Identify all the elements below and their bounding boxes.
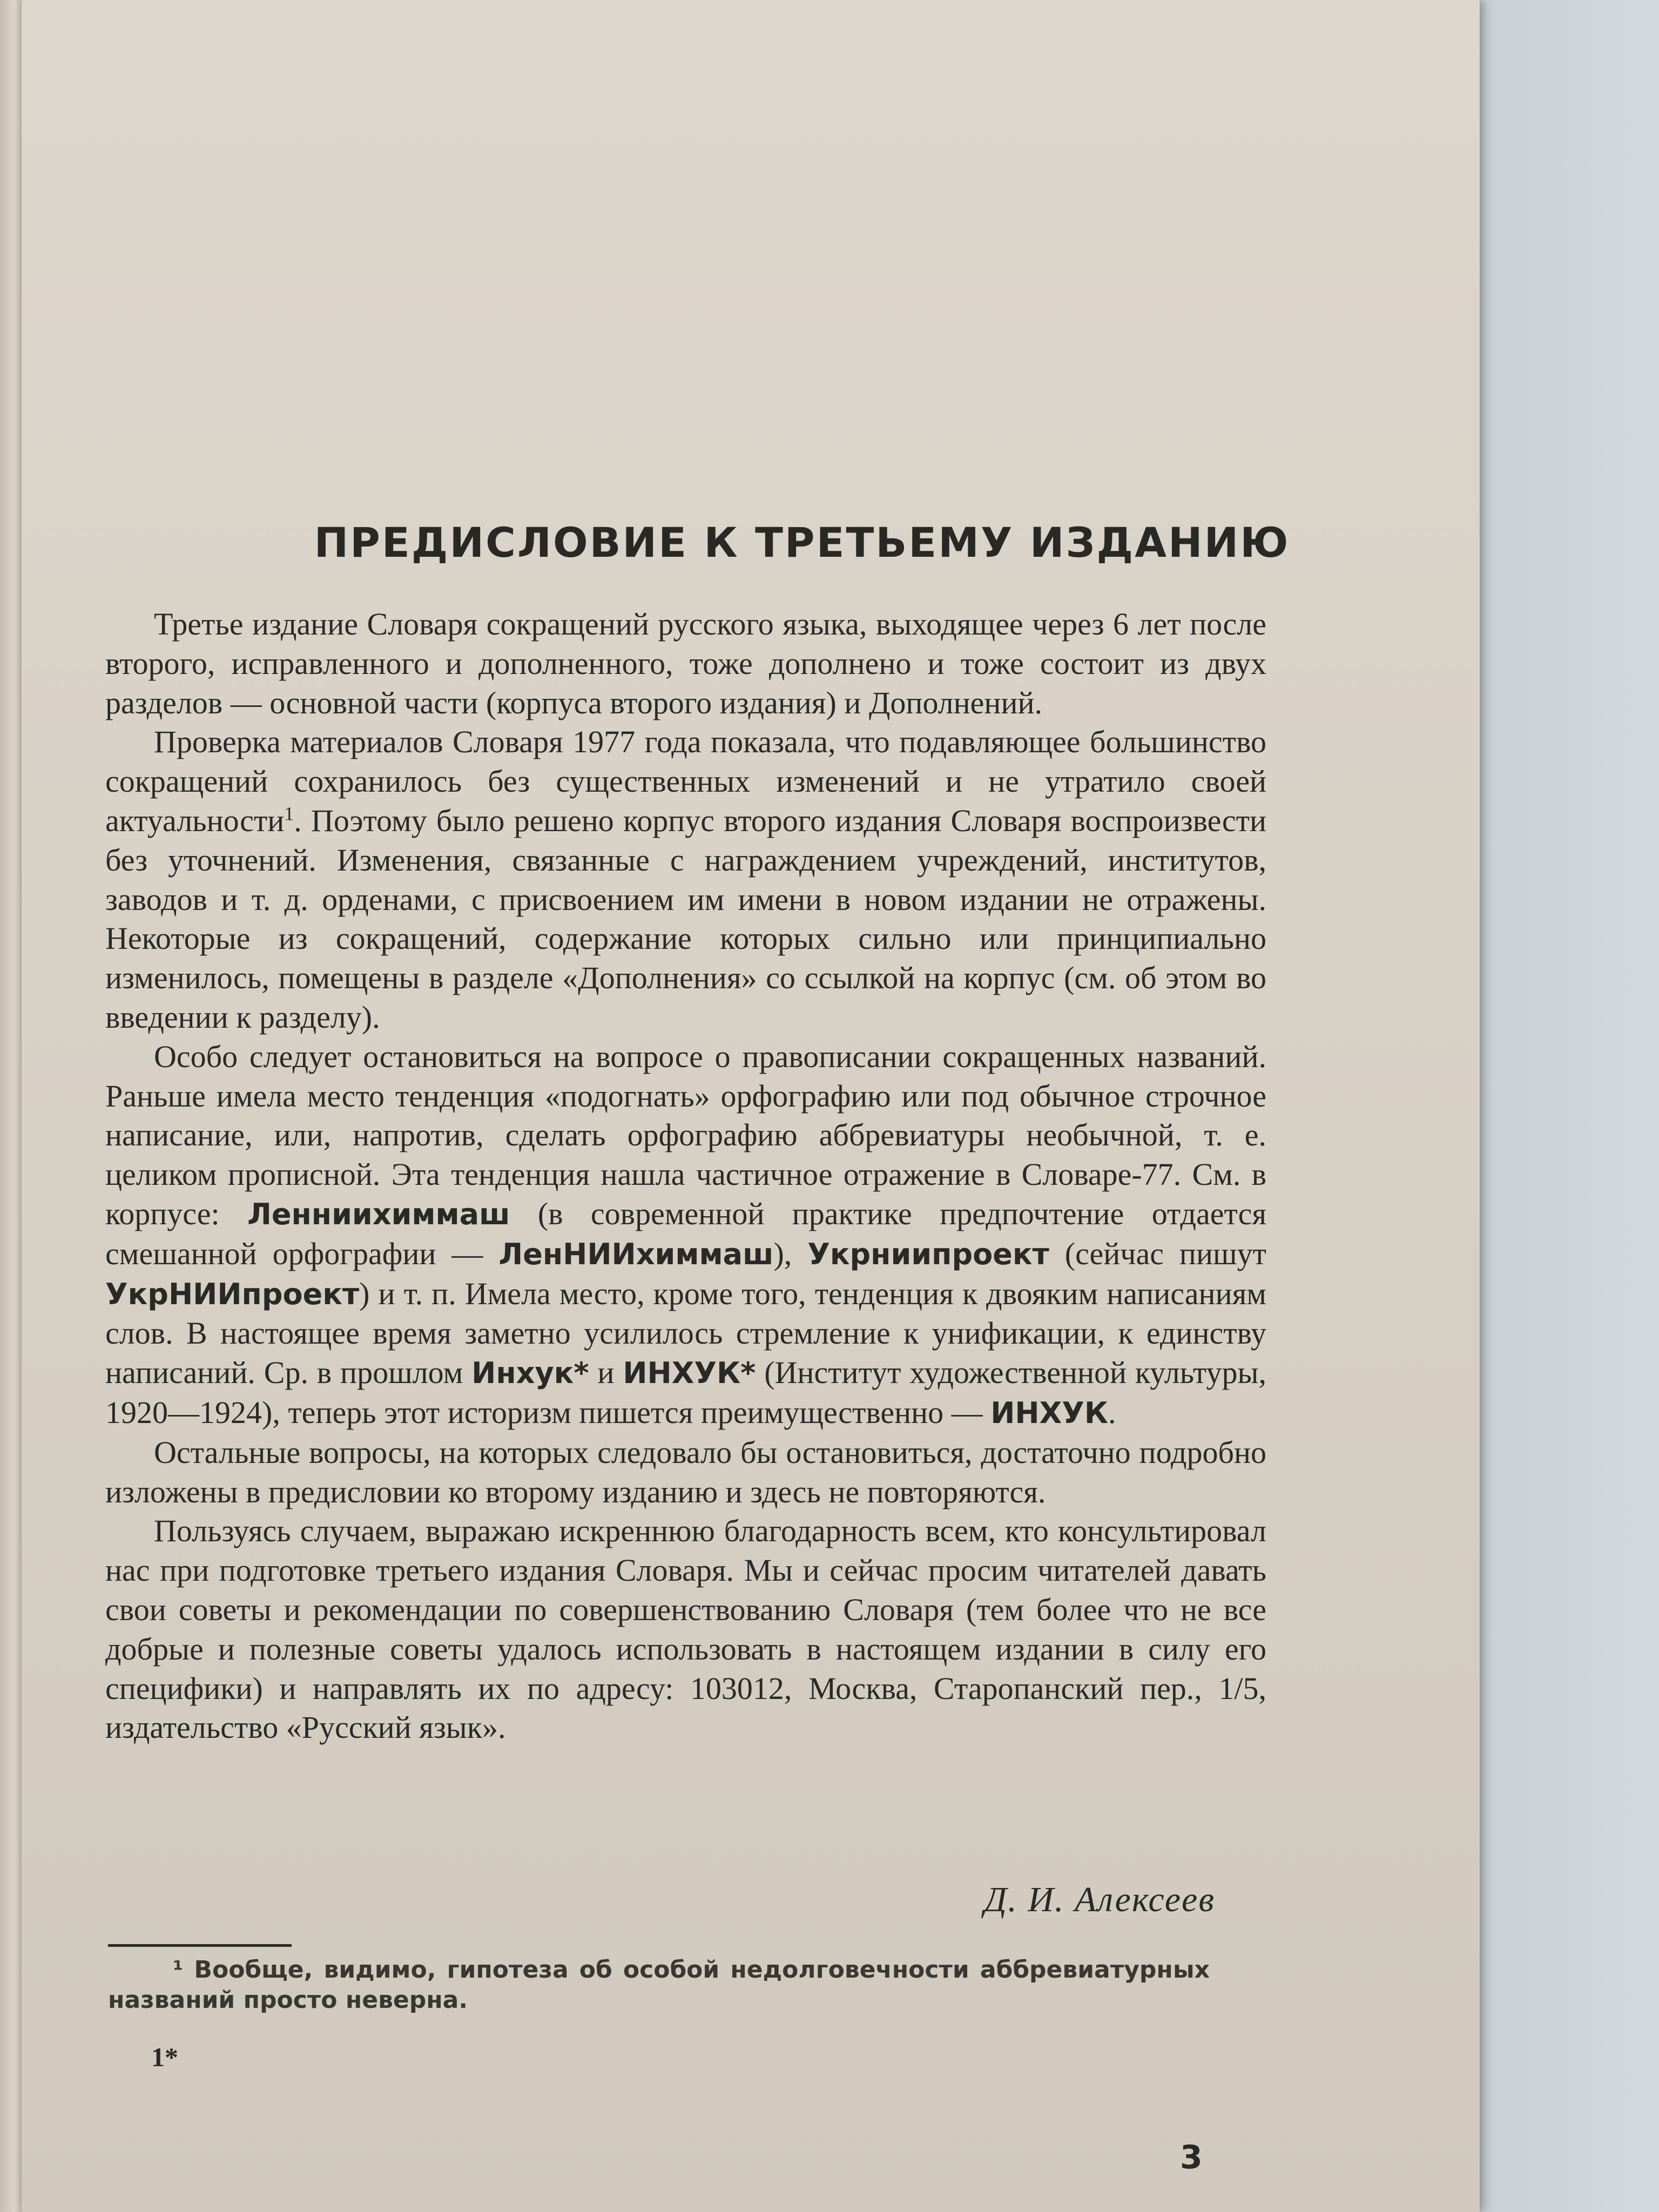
- printer-signature-mark: 1*: [151, 2042, 178, 2072]
- paragraph-2-text-a: Проверка материалов Словаря 1977 года показала, что подавляющее большинство сокращений сохранилось без существенных изменений и не утратило своей актуальности: [105, 724, 1266, 838]
- paragraph-2-text-b: . Поэтому было решено корпус второго издания Словаря воспроизвести без уточнений. Изменения, связанные с награждением учреждений, институтов, заводов и т. д. орденами, с присвоением им имени в новом издании не отражены. Некоторые из сокращений, содержание которых сильно или принципиально изменилось, помещены в разделе «Дополнения» со ссылкой на корпус (см. об этом во введении к разделу).: [105, 802, 1266, 1035]
- term-ukrniiproekt-mixed: УкрНИИпроект: [105, 1277, 360, 1311]
- paragraph-3-text-d: (сейчас пишут: [1049, 1236, 1266, 1271]
- paragraph-3-text-b: (в современной практике предпочтение отдается смешанной орфографии —: [105, 1196, 1266, 1271]
- term-lenniikhimmash: Ленниихиммаш: [247, 1197, 510, 1231]
- paragraph-3-text-c: ),: [773, 1236, 808, 1271]
- page-title: ПРЕДИСЛОВИЕ К ТРЕТЬЕМУ ИЗДАНИЮ: [314, 518, 1290, 567]
- paragraph-3-text-a: Особо следует остановиться на вопросе о правописании сокращенных названий. Раньше имела место тенденция «подогнать» орфографию или под обычное строчное написание, или, напротив, сделать орфографию аббревиатуры необычной, т. е. целиком прописной. Эта тенденция нашла частичное отражение в Словаре-77. См. в корпусе:: [105, 1038, 1266, 1231]
- paragraph-3-text-h: .: [1108, 1394, 1116, 1430]
- term-inkhuk-lower: Инхук*: [471, 1356, 589, 1391]
- paragraph-3-text-e: ) и т. п. Имела место, кроме того, тенденция к двояким написаниям слов. В настоящее время заметно усилилось стремление к унификации, к единству написаний. Ср. в прошлом: [105, 1276, 1266, 1391]
- paragraph-3-text-f: и: [589, 1355, 623, 1391]
- facing-page-edge: [0, 0, 24, 2212]
- paragraph-5: Пользуясь случаем, выражаю искреннюю благодарность всем, кто консультировал нас при подготовке третьего издания Словаря. Мы и сейчас просим читателей давать свои советы и рекомендации по совершенствованию Словаря (тем более что не все добрые и полезные советы удалось использовать в настоящем издании в силу его специфики) и направлять их по адресу: 103012, Москва, Старопанский пер., 1/5, издательство «Русский язык».: [105, 1513, 1266, 1745]
- term-inkhuk-upper: ИНХУК*: [623, 1356, 756, 1391]
- footnote: ¹ Вообще, видимо, гипотеза об особой недолговечности аббревиатурных названий просто неверна.: [108, 1956, 1210, 2014]
- paragraph-1: Третье издание Словаря сокращений русского языка, выходящее через 6 лет после второго, исправленного и дополненного, тоже дополнено и тоже состоит из двух разделов — основной части (корпуса второго издания) и Дополнений.: [105, 606, 1266, 720]
- paragraph-3: [105, 1037, 1266, 1433]
- author-signature: Д. И. Алексеев: [984, 1880, 1215, 1919]
- footnote-divider: [108, 1944, 292, 1947]
- term-ukrniiproekt: Укрниипроект: [807, 1237, 1049, 1271]
- preface-body: [105, 605, 1266, 1748]
- footnote-ref[interactable]: 1: [284, 802, 294, 825]
- term-lenniikhimmash-mixed: ЛенНИИхиммаш: [498, 1237, 774, 1271]
- paragraph-3-text-g: (Институт художественной культуры, 1920—1924), теперь этот историзм пишется преимущественно —: [105, 1355, 1266, 1430]
- book-page: [22, 0, 1480, 2212]
- paragraph-2: [105, 723, 1266, 1037]
- term-inkhuk-final: ИНХУК: [990, 1395, 1108, 1430]
- page-number: 3: [1180, 2139, 1203, 2176]
- paragraph-4: Остальные вопросы, на которых следовало бы остановиться, достаточно подробно изложены в предисловии ко второму изданию и здесь не повторяются.: [105, 1434, 1266, 1509]
